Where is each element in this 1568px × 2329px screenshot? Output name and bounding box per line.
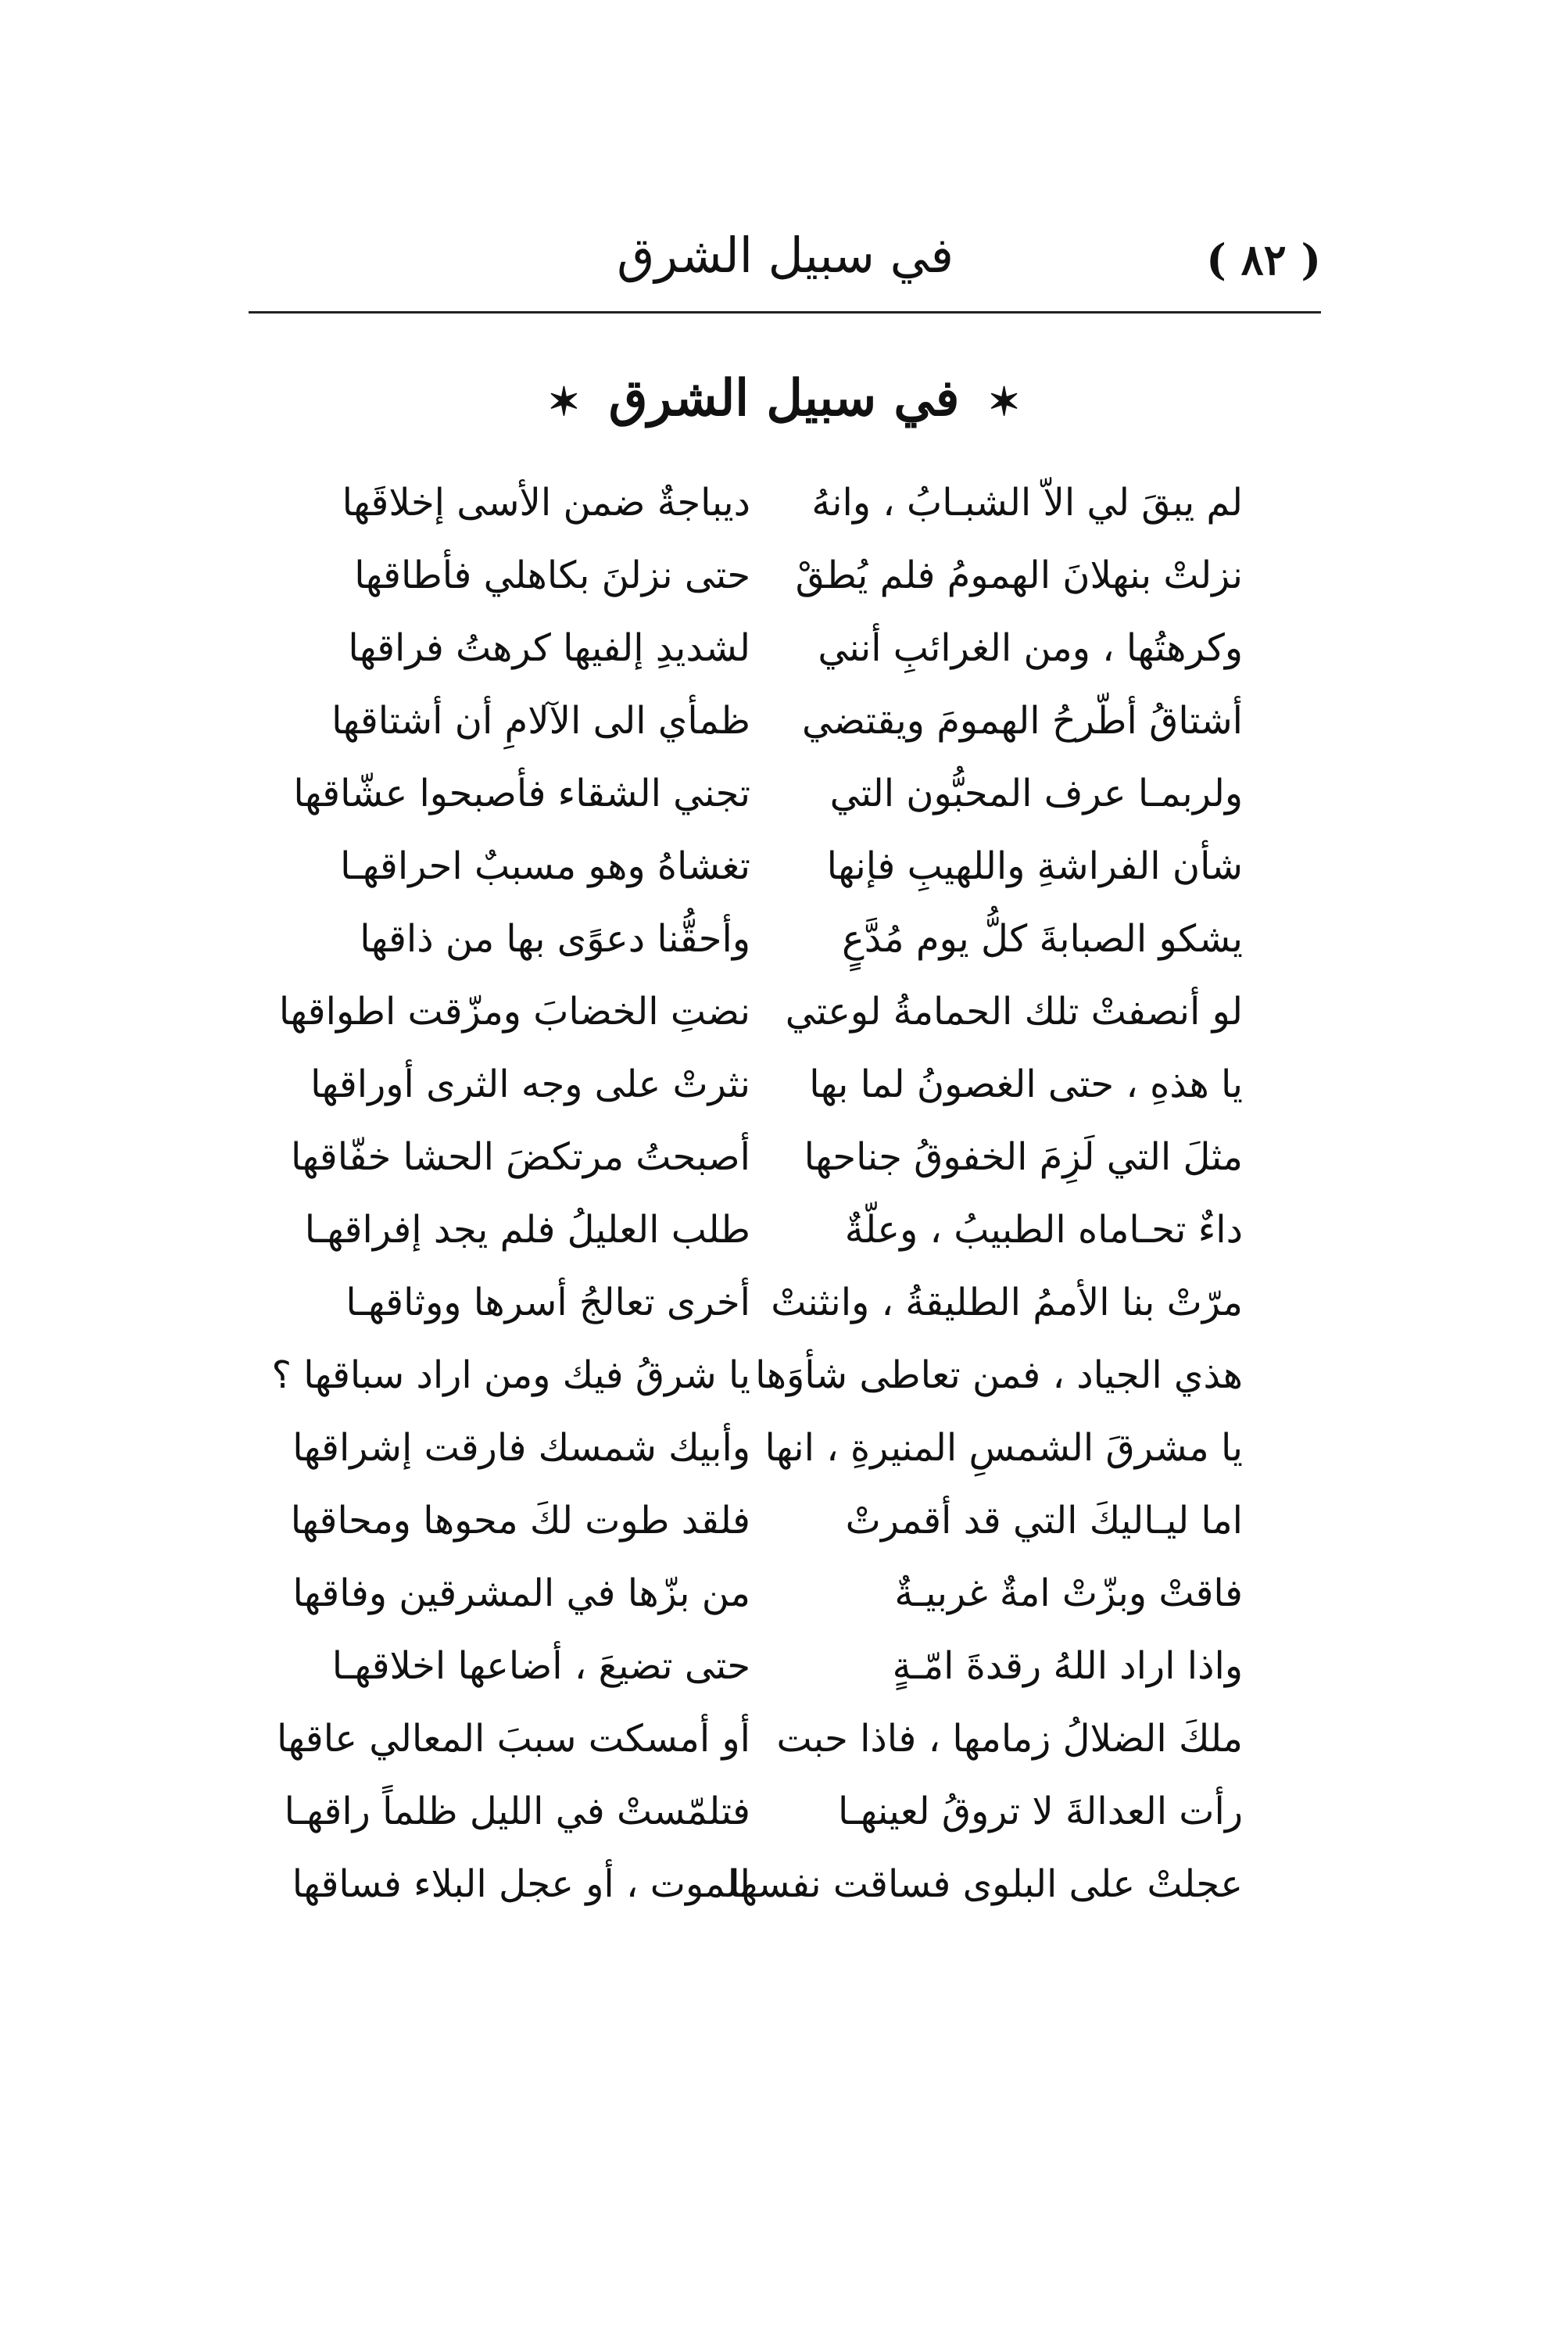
verse-first-hemistich: لم يبقَ لي الاّ الشبـابُ ، وانهُ <box>811 481 1243 525</box>
verse-first-hemistich: وكرهتُها ، ومن الغرائبِ أنني <box>818 626 1243 670</box>
verse-first-hemistich: مرّتْ بنا الأممُ الطليقةُ ، وانثنتْ <box>771 1281 1243 1324</box>
verse-second-hemistich: حتى تضيعَ ، أضاعها اخلاقهـا <box>331 1644 750 1688</box>
running-title: في سبيل الشرق <box>617 227 954 284</box>
verse-first-hemistich: واذا اراد اللهُ رقدةَ امّـةٍ <box>892 1644 1243 1688</box>
verse-first-hemistich: نزلتْ بنهلانَ الهمومُ فلم يُطقْ <box>795 554 1243 597</box>
verse <box>293 766 1243 839</box>
verse-second-hemistich: تجني الشقاء فأصبحوا عشّاقها <box>293 772 750 815</box>
verse <box>313 693 1243 766</box>
verse-second-hemistich: نثرتْ على وجه الثرى أوراقها <box>310 1062 750 1106</box>
verse-second-hemistich: لشديدِ إلفيها كرهتُ فراقها <box>348 626 750 670</box>
verse <box>292 1566 1243 1639</box>
verse <box>313 621 1243 693</box>
verse <box>313 839 1243 912</box>
verse-second-hemistich: أصبحتُ مرتكضَ الحشا خفّاقها <box>291 1135 750 1179</box>
verse-first-hemistich: أشتاقُ أطّرحُ الهمومَ ويقتضي <box>802 699 1243 743</box>
verse <box>304 1202 1243 1275</box>
ornament-star-icon: ✶ <box>987 378 1021 425</box>
verse-second-hemistich: وأبيك شمسك فارقت إشراقها <box>292 1426 750 1470</box>
verse-first-hemistich: يا مشرقَ الشمسِ المنيرةِ ، انها <box>764 1426 1243 1470</box>
verse-second-hemistich: ديباجةٌ ضمن الأسى إخلاقَها <box>342 481 750 525</box>
verse-second-hemistich: من بزّها في المشرقين وفاقها <box>292 1571 750 1615</box>
verse-first-hemistich: ملكَ الضلالُ زمامها ، فاذا حبت <box>776 1717 1243 1761</box>
verse-first-hemistich: هذي الجياد ، فمن تعاطى شأوَها <box>755 1353 1243 1397</box>
verse-first-hemistich: فاقتْ وبزّتْ امةٌ غربيـةٌ <box>894 1571 1243 1615</box>
verse-first-hemistich: عجلتْ على البلوى فساقت نفسها <box>729 1862 1243 1906</box>
verse-second-hemistich: ظمأي الى الآلامِ أن أشتاقها <box>331 699 750 743</box>
verse <box>278 984 1243 1057</box>
verse <box>313 912 1243 984</box>
verse <box>313 475 1243 548</box>
verse-first-hemistich: ولربمـا عرف المحبُّون التي <box>829 772 1243 815</box>
page-number: ( ٨٢ ) <box>1206 235 1321 285</box>
verse-second-hemistich: حتى نزلنَ بكاهلي فأطاقها <box>354 554 750 597</box>
verse <box>313 1639 1243 1711</box>
verse-second-hemistich: فتلمّستْ في الليل ظلماً راقهـا <box>284 1790 750 1833</box>
verse <box>291 1130 1243 1202</box>
verse-first-hemistich: رأت العدالةَ لا تروقُ لعينهـا <box>838 1790 1243 1833</box>
verse-second-hemistich: أخرى تعالجُ أسرها ووثاقهـا <box>345 1281 750 1324</box>
verse-second-hemistich: فلقد طوت لكَ محوها ومحاقها <box>290 1499 750 1543</box>
verse <box>313 1275 1243 1348</box>
poem-title <box>0 369 1568 428</box>
verse-first-hemistich: لو أنصفتْ تلك الحمامةُ لوعتي <box>785 990 1243 1034</box>
poem-title-text: في سبيل الشرق <box>608 369 960 428</box>
verse-second-hemistich: يا شرقُ فيك ومن اراد سباقها ؟ <box>271 1353 750 1397</box>
verse-first-hemistich: داءٌ تحـاماه الطبيبُ ، وعلّةٌ <box>844 1208 1243 1252</box>
verse-second-hemistich: طلب العليلُ فلم يجد إفراقهـا <box>304 1208 750 1252</box>
verse-second-hemistich: نضتِ الخضابَ ومزّقت اطواقها <box>278 990 750 1034</box>
verse-first-hemistich: اما ليـاليكَ التي قد أقمرتْ <box>845 1499 1243 1543</box>
verse <box>310 1057 1243 1130</box>
verse-second-hemistich: أو أمسكت سببَ المعالي عاقها <box>277 1717 750 1761</box>
verse <box>290 1493 1243 1566</box>
verse <box>277 1711 1243 1784</box>
verse <box>271 1348 1243 1421</box>
verse-second-hemistich: وأحقُّنا دعوًى بها من ذاقها <box>360 917 750 961</box>
verse-first-hemistich: يشكو الصبابةَ كلُّ يوم مُدَّعٍ <box>842 917 1243 961</box>
verse-second-hemistich: تغشاهُ وهو مسببٌ احراقهـا <box>340 844 750 888</box>
verse-second-hemistich: للموت ، أو عجل البلاء فساقها <box>292 1862 750 1906</box>
verse <box>284 1784 1243 1857</box>
poem-verses <box>271 475 1243 1929</box>
header-divider <box>249 311 1321 314</box>
verse-first-hemistich: مثلَ التي لَزِمَ الخفوقُ جناحها <box>804 1135 1243 1179</box>
verse <box>292 1857 1243 1929</box>
running-header <box>250 227 1321 305</box>
verse-first-hemistich: شأن الفراشةِ واللهيبِ فإنها <box>826 844 1243 888</box>
verse <box>313 548 1243 621</box>
verse-first-hemistich: يا هذهِ ، حتى الغصونُ لما بها <box>809 1062 1243 1106</box>
ornament-star-icon: ✶ <box>547 378 581 425</box>
verse <box>292 1421 1243 1493</box>
